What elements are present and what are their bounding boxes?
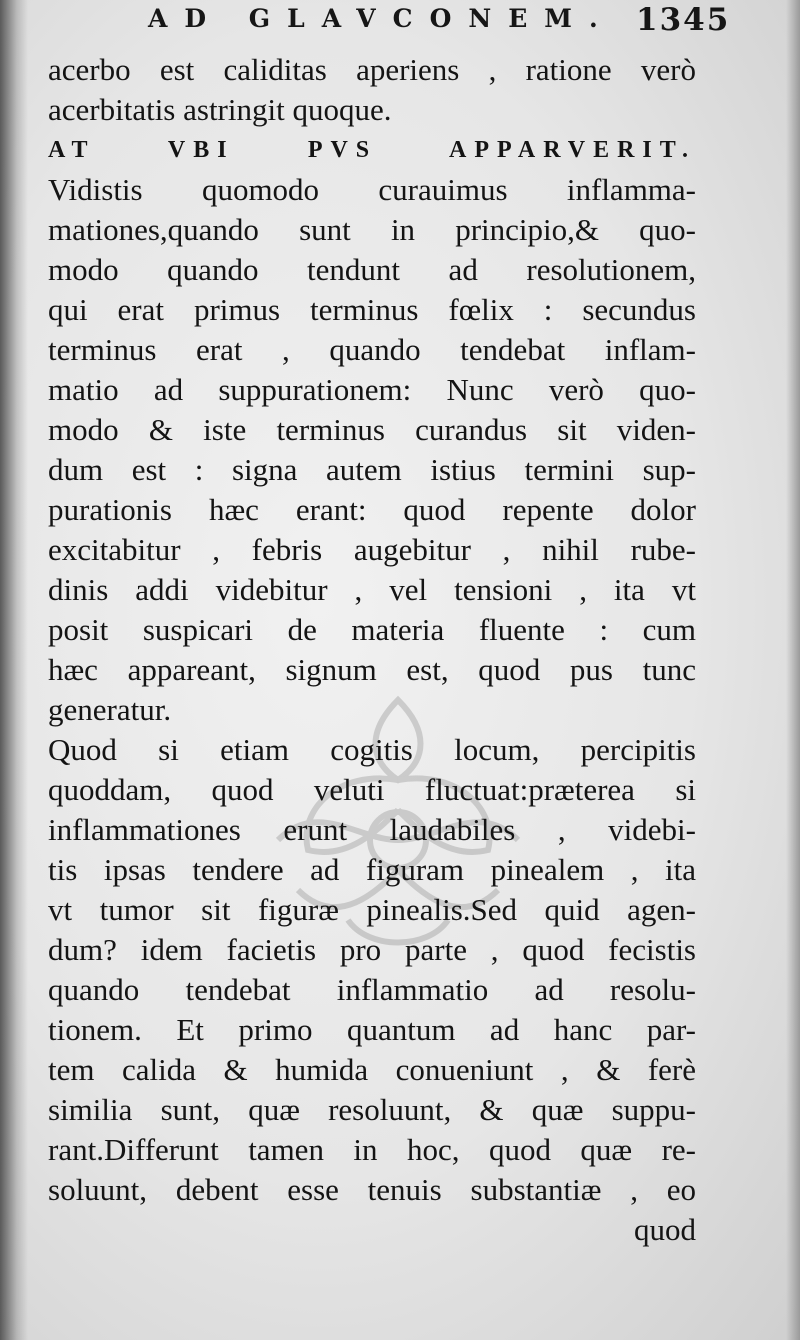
text-line: tem calida & humida conueniunt , & ferè: [48, 1052, 696, 1087]
page-edge: [786, 0, 800, 1340]
text-line: qui erat primus terminus fœlix : secundus: [48, 292, 696, 327]
text-line: quoddam, quod veluti fluctuat:præterea si: [48, 772, 696, 807]
section-heading: AT VBI PVS APPARVERIT.: [48, 137, 696, 163]
text-line: modo quando tendunt ad resolutionem,: [48, 252, 696, 287]
text-line: modo & iste terminus curandus sit viden-: [48, 412, 696, 447]
page-number: 1345: [636, 2, 731, 38]
text-line: rant.Differunt tamen in hoc, quod quæ re-: [48, 1132, 696, 1167]
text-line: generatur.: [48, 692, 172, 727]
text-line: similia sunt, quæ resoluunt, & quæ suppu-: [48, 1092, 696, 1127]
text-line: acerbitatis astringit quoque.: [48, 92, 392, 127]
catchword: quod: [634, 1212, 696, 1247]
text-line: inflammationes erunt laudabiles , videbi-: [48, 812, 696, 847]
running-head: AD GLAVCONEM.: [148, 4, 615, 33]
text-line: terminus erat , quando tendebat inflam-: [48, 332, 696, 367]
text-line: tionem. Et primo quantum ad hanc par-: [48, 1012, 696, 1047]
text-line: acerbo est caliditas aperiens , ratione verò: [48, 52, 696, 87]
text-line: posit suspicari de materia fluente : cum: [48, 612, 696, 647]
binding-shadow: [0, 0, 28, 1340]
text-line: dum? idem facietis pro parte , quod fecistis: [48, 932, 696, 967]
text-line: purationis hæc erant: quod repente dolor: [48, 492, 696, 527]
body-text: [48, 50, 696, 1250]
text-line: Vidistis quomodo curauimus inflamma-: [48, 172, 696, 207]
text-line: tis ipsas tendere ad figuram pinealem , ita: [48, 852, 696, 887]
text-line: mationes,quando sunt in principio,& quo-: [48, 212, 696, 247]
text-line: quando tendebat inflammatio ad resolu-: [48, 972, 696, 1007]
text-line: soluunt, debent esse tenuis substantiæ , eo: [48, 1172, 696, 1207]
text-line: vt tumor sit figuræ pinealis.Sed quid agen-: [48, 892, 696, 927]
text-line: dum est : signa autem istius termini sup-: [48, 452, 696, 487]
text-line: Quod si etiam cogitis locum, percipitis: [48, 732, 696, 767]
text-line: hæc appareant, signum est, quod pus tunc: [48, 652, 696, 687]
text-line: excitabitur , febris augebitur , nihil rube-: [48, 532, 696, 567]
text-line: dinis addi videbitur , vel tensioni , ita vt: [48, 572, 696, 607]
text-line: matio ad suppurationem: Nunc verò quo-: [48, 372, 696, 407]
